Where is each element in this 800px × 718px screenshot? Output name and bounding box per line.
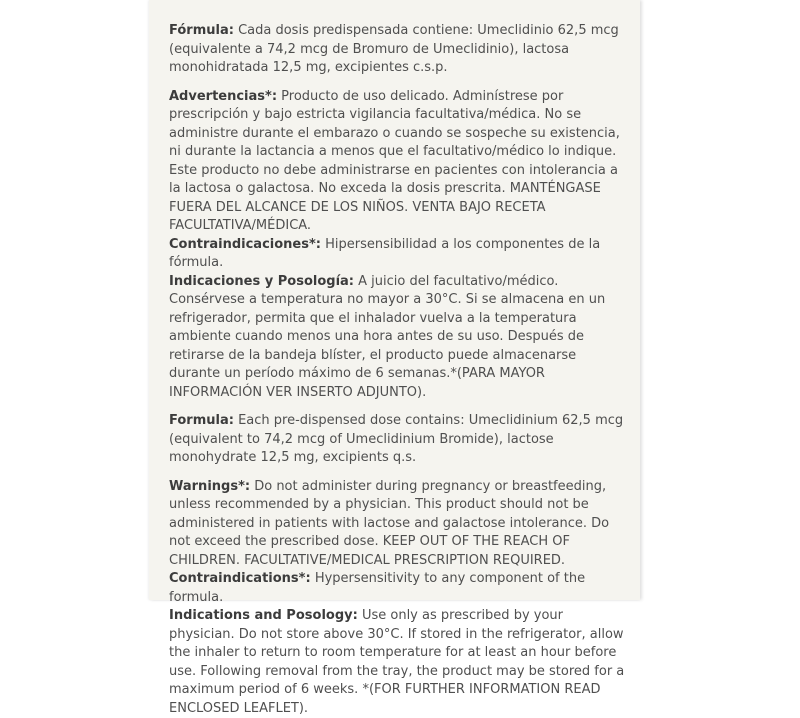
en-contraindications-heading: Contraindications*: <box>169 571 311 586</box>
es-warnings-heading: Advertencias*: <box>169 88 278 104</box>
en-contraindications-section <box>169 570 629 607</box>
es-warnings-section <box>169 88 629 236</box>
en-formula-text: Each pre-dispensed dose contains: Umeclidinium 62,5 mcg (equivalent to 74,2 mcg of Umeclidinium Bromide), lactose monohydrate 12,5 mg, excipients q.s. <box>169 413 624 465</box>
es-formula-text: Cada dosis predispensada contiene: Umeclidinio 62,5 mcg (equivalente a 74,2 mcg de Bromuro de Umeclidinio), lactosa monohidratada 12,5 mg, excipientes c.s.p. <box>169 23 619 75</box>
es-indications-text: A juicio del facultativo/médico. Consérvese a temperatura no mayor a 30°C. Si se almacena en un refrigerador, permita que el inhalador vuelva a la temperatura ambiente cuando menos una hora antes de su uso. Después de retirarse de la bandeja blíster, el producto puede almacenarse durante un período máximo de 6 semanas.*(PARA MAYOR INFORMACIÓN VER INSERTO ADJUNTO). <box>169 273 606 400</box>
es-contraindications-text: Hipersensibilidad a los componentes de la fórmula. <box>169 236 601 270</box>
en-contraindications-text: Hypersensitivity to any component of the formula. <box>169 571 586 605</box>
es-formula-heading: Fórmula: <box>169 23 234 38</box>
es-contraindications-heading: Contraindicaciones*: <box>169 236 321 252</box>
en-warnings-text: Do not administer during pregnancy or breastfeeding, unless recommended by a physician. This product should not be administered in patients with lactose and galactose intolerance. Do not exceed the prescribed dose. KEEP OUT OF THE REACH OF CHILDREN. FACULTATIVE/MEDICAL PRESCRIPTION REQUIRED. <box>169 478 610 568</box>
en-warnings-section <box>169 478 629 571</box>
en-indications-text: Use only as prescribed by your physician. Do not store above 30°C. If stored in the refrigerator, allow the inhaler to return to room temperature for at least an hour before use. Following removal from the tray, the product may be stored for a maximum period of 6 weeks. *(FOR FURTHER INFORMATION READ ENCLOSED LEAFLET). <box>169 608 625 716</box>
es-formula-section <box>169 22 629 78</box>
es-indications-section <box>169 273 629 403</box>
en-warnings-heading: Warnings*: <box>169 478 251 494</box>
en-indications-section <box>169 607 629 718</box>
es-contraindications-section <box>169 236 629 273</box>
en-formula-section <box>169 412 629 468</box>
label-text-block <box>169 22 629 718</box>
es-indications-heading: Indicaciones y Posología: <box>169 273 355 289</box>
es-warnings-text: Producto de uso delicado. Adminístrese por prescripción y bajo estricta vigilancia facultativa/médica. No se administre durante el embarazo o cuando se sospeche su existencia, ni durante la lactancia a menos que el facultativo/médico lo indique. Este producto no debe administrarse en pacientes con intolerancia a la lactosa o galactosa. No exceda la dosis prescrita. MANTÉNGASE FUERA DEL ALCANCE DE LOS NIÑOS. VENTA BAJO RECETA FACULTATIVA/MÉDICA. <box>169 88 620 233</box>
en-formula-heading: Formula: <box>169 413 234 428</box>
en-indications-heading: Indications and Posology: <box>169 608 358 623</box>
